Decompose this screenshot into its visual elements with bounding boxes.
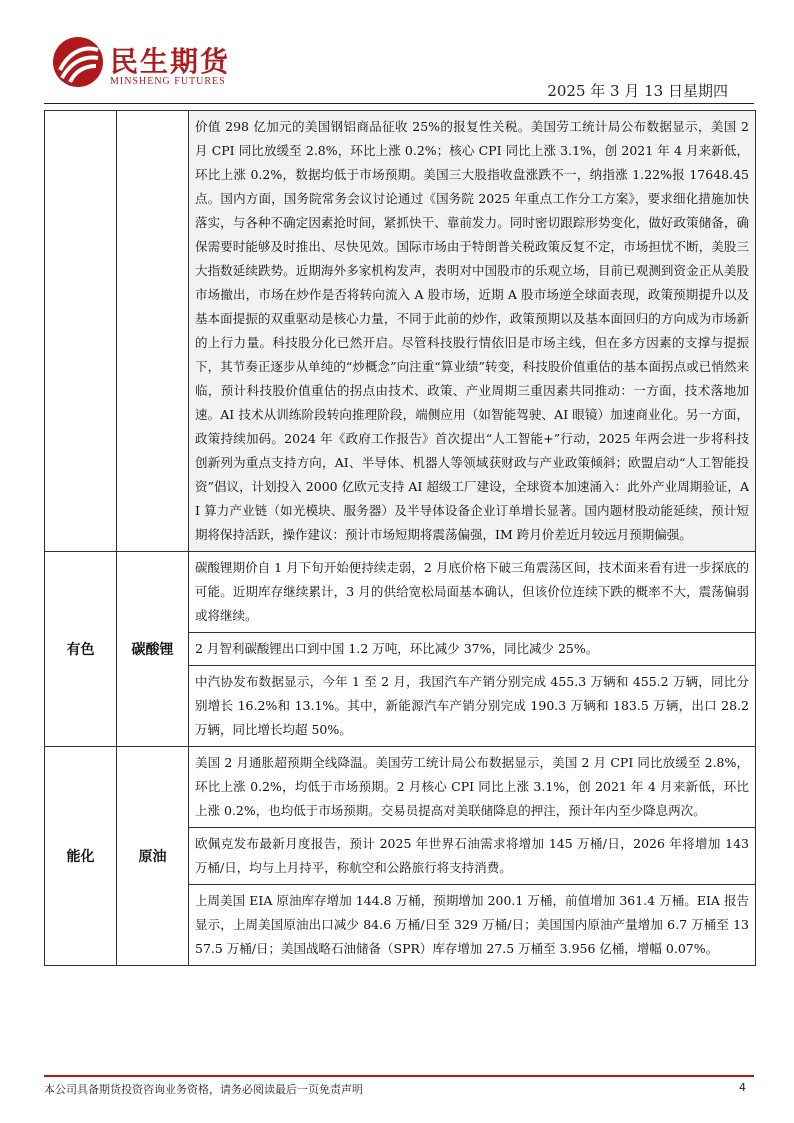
paragraph: 价值 298 亿加元的美国钢铝商品征收 25%的报复性关税。美国劳工统计局公布数据显示，美国 2 月 CPI 同比放缓至 2.8%，环比上涨 0.2%；核心 CPI 同比上涨 3.1%，创 2021 年 4 月来新低，环比上涨 0.2%，数据均低于市场预期。美国三大股指收盘涨跌不一，纳指涨 1.22%报 17648.45 点。国内方面，国务院常务会议讨论通过《国务院 2025 年重点工作分工方案》，要求细化措施加快落实，与各种不确定因素抢时间，紧抓快干、靠前发力。同时密切跟踪形势变化，做好政策储备，确保需要时能够及时推出、尽快见效。国际市场由于特朗普关税政策反复不定，市场担忧不断，美股三大指数延续跌势。近期海外多家机构发声，表明对中国股市的乐观立场，目前已观测到资金正从美股市场撤出，市场在炒作是否将转向流入 A 股市场，近期 A 股市场逆全球面表现，政策预期提升以及基本面提振的双重驱动是核心力量，不同于此前的炒作，政策预期以及基本面回归的方向成为市场新的上行力量。科技股分化已然开启。尽管科技股行情依旧是市场主线，但在多方因素的支撑与提振下，其节奏正逐步从单纯的“炒概念”向注重“算业绩”转变，科技股价值重估的基本面拐点或已悄然来临，预计科技股价值重估的拐点由技术、政策、产业周期三重因素共同推动：一方面，技术落地加速。AI 技术从训练阶段转向推理阶段，端侧应用（如智能驾驶、AI 眼镜）加速商业化。另一方面，政策持续加码。2024 年《政府工作报告》首次提出“人工智能+”行动，2025 年两会进一步将科技创新列为重点支持方向，AI、半导体、机器人等领域获财政与产业政策倾斜；欧盟启动“人工智能投资”倡议，计划投入 2000 亿欧元支持 AI 超级工厂建设，全球资本加速涌入：此外产业周期验证，AI 算力产业链（如光模块、服务器）及半导体设备企业订单增长显著。国内题材股动能延续，预计短期将保持活跃，操作建议：预计市场短期将震荡偏强，IM 跨月价差近月较远月预期偏强。 [195, 119, 749, 542]
paragraph: 上周美国 EIA 原油库存增加 144.8 万桶，预期增加 200.1 万桶，前值增加 361.4 万桶。EIA 报告显示，上周美国原油出口减少 84.6 万桶/日至 329 万桶/日；美国国内原油产量增加 6.7 万桶至 1357.5 万桶/日；美国战略石油储备（SPR）库存增加 27.5 万桶至 3.956 亿桶，增幅 0.07%。 [189, 884, 755, 965]
paragraph: 2 月智利碳酸锂出口到中国 1.2 万吨，环比减少 37%，同比减少 25%。 [189, 632, 755, 665]
footer-disclaimer: 本公司具备期货投资咨询业务资格，请务必阅读最后一页免责声明 [44, 1083, 363, 1096]
commodity-table [44, 110, 756, 966]
report-date: 2025 年 3 月 13 日星期四 [547, 82, 728, 100]
paragraph: 欧佩克发布最新月度报告，预计 2025 年世界石油需求将增加 145 万桶/日，2026 年将增加 143 万桶/日，均与上月持平，称航空和公路旅行将支持消费。 [189, 827, 755, 884]
page-header [0, 0, 794, 110]
product-cell [117, 111, 189, 552]
paragraph: 中汽协发布数据显示，今年 1 至 2 月，我国汽车产销分别完成 455.3 万辆和 455.2 万辆，同比分别增长 16.2%和 13.1%。其中，新能源汽车产销分别完成 190.3 万辆和 183.5 万辆，出口 28.2 万辆，同比增长均超 50%。 [189, 665, 755, 746]
product-cell: 碳酸锂 [117, 552, 189, 747]
logo-english-name: MINSHENG FUTURES [110, 76, 226, 87]
content-cell [189, 552, 756, 747]
sector-cell: 能化 [45, 747, 117, 966]
minsheng-logo-icon [52, 36, 104, 88]
page-number: 4 [739, 1081, 746, 1094]
sector-cell [45, 111, 117, 552]
paragraph: 碳酸锂期价自 1 月下旬开始便持续走弱，2 月底价格下破三角震荡区间，技术面来看有进一步探底的可能。近期库存继续累计，3 月的供给宽松局面基本确认，但该价位连续下跌的概率不大，震荡偏弱或将继续。 [195, 560, 749, 623]
logo-chinese-name: 民生期货 [110, 45, 231, 78]
content-cell [189, 111, 756, 552]
content-cell [189, 747, 756, 966]
sector-cell: 有色 [45, 552, 117, 747]
header-divider [44, 103, 754, 104]
table-row-macro [45, 111, 756, 552]
table-row-lithium [45, 552, 756, 747]
product-cell: 原油 [117, 747, 189, 966]
table-row-crude [45, 747, 756, 966]
paragraph: 美国 2 月通胀超预期全线降温。美国劳工统计局公布数据显示，美国 2 月 CPI 同比放缓至 2.8%，环比上涨 0.2%，均低于市场预期。2 月核心 CPI 同比上涨 3.1%，创 2021 年 4 月来新低，环比上涨 0.2%，也均低于市场预期。交易员提高对美联储降息的押注，预计年内至少降息两次。 [195, 755, 749, 818]
footer-divider [44, 1075, 754, 1077]
